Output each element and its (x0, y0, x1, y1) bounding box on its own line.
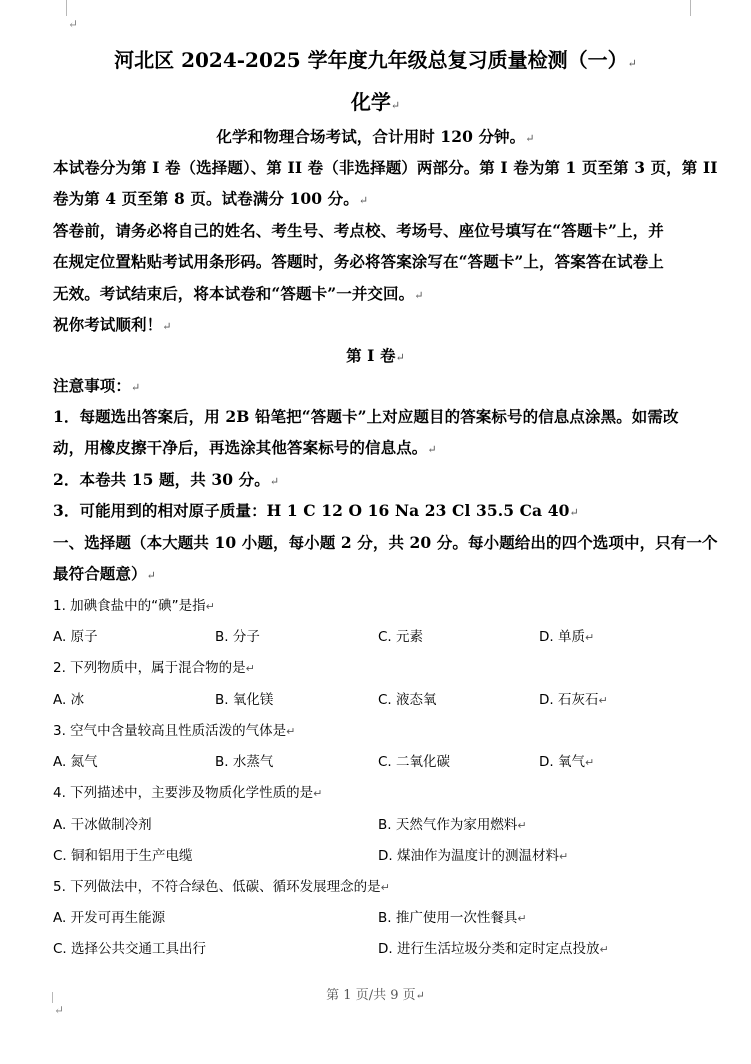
section-heading: 一、选择题（本大题共 10 小题，每小题 2 分，共 20 分。每小题给出的四个选项中，只有一个 (53, 533, 718, 552)
option-a: A. 原子 (53, 629, 98, 645)
option-a: A. 冰 (53, 692, 85, 708)
option-d: D. 氧气↵ (539, 754, 595, 770)
intro-line: 卷为第 4 页至第 8 页。试卷满分 100 分。↵ (53, 189, 369, 208)
question-stem: 4. 下列描述中，主要涉及物质化学性质的是↵ (53, 785, 323, 801)
question-stem: 3. 空气中含量较高且性质活泼的气体是↵ (53, 723, 296, 739)
question-stem: 1. 加碘食盐中的“碘”是指↵ (53, 598, 215, 614)
intro-line: 答卷前，请务必将自己的姓名、考生号、考点校、考场号、座位号填写在“答题卡”上，并 (53, 221, 664, 240)
option-b: B. 分子 (215, 629, 260, 645)
section-heading: 最符合题意）↵ (53, 564, 156, 583)
option-d: D. 石灰石↵ (539, 692, 608, 708)
paragraph-mark: ↵ (54, 1003, 65, 1017)
option-a: A. 开发可再生能源 (53, 910, 166, 926)
question-stem: 2. 下列物质中，属于混合物的是↵ (53, 660, 255, 676)
option-c: C. 选择公共交通工具出行 (53, 941, 207, 957)
option-c: C. 元素 (378, 629, 424, 645)
option-b: B. 氧化镁 (215, 692, 274, 708)
option-d: D. 单质↵ (539, 629, 595, 645)
option-a: A. 干冰做制冷剂 (53, 817, 152, 833)
subject-title: 化学↵ (350, 90, 401, 114)
option-b: B. 水蒸气 (215, 754, 274, 770)
intro-line: 在规定位置粘贴考试用条形码。答题时，务必将答案涂写在“答题卡”上，答案答在试卷上 (53, 252, 664, 271)
good-luck-line: 祝你考试顺利！↵ (53, 315, 172, 334)
question-stem: 5. 下列做法中，不符合绿色、低碳、循环发展理念的是↵ (53, 879, 390, 895)
note-item: 1．每题选出答案后，用 2B 铅笔把“答题卡”上对应题目的答案标号的信息点涂黑。如需改 (53, 407, 679, 426)
option-b: B. 天然气作为家用燃料↵ (378, 817, 527, 833)
option-d: D. 煤油作为温度计的测温材料↵ (378, 848, 569, 864)
atomic-mass-line: 3．可能用到的相对原子质量：H 1 C 12 O 16 Na 23 Cl 35.5 Ca 40↵ (53, 501, 579, 520)
corner-mark-bottom-left (52, 992, 53, 1003)
intro-line: 无效。考试结束后，将本试卷和“答题卡”一并交回。↵ (53, 284, 424, 303)
page-footer: 第 1 页/共 9 页↵ (326, 988, 425, 1003)
note-item: 动，用橡皮擦干净后，再选涂其他答案标号的信息点。↵ (53, 438, 437, 457)
option-c: C. 二氧化碳 (378, 754, 451, 770)
exam-time-note: 化学和物理合场考试，合计用时 120 分钟。↵ (216, 127, 535, 146)
notes-heading: 注意事项：↵ (53, 376, 141, 395)
paragraph-mark: ↵ (68, 17, 79, 31)
option-c: C. 液态氧 (378, 692, 437, 708)
option-d: D. 进行生活垃圾分类和定时定点投放↵ (378, 941, 609, 957)
option-b: B. 推广使用一次性餐具↵ (378, 910, 527, 926)
intro-line: 本试卷分为第 I 卷（选择题）、第 II 卷（非选择题）两部分。第 I 卷为第 1 页至第 3 页，第 II (53, 158, 718, 177)
volume-heading: 第 I 卷↵ (346, 346, 405, 365)
corner-mark-top-right (690, 0, 705, 16)
exam-title: 河北区 2024-2025 学年度九年级总复习质量检测（一）↵ (114, 48, 637, 72)
option-c: C. 铜和铝用于生产电缆 (53, 848, 193, 864)
note-item: 2．本卷共 15 题，共 30 分。↵ (53, 470, 280, 489)
option-a: A. 氮气 (53, 754, 98, 770)
corner-mark-top-left (52, 0, 67, 16)
